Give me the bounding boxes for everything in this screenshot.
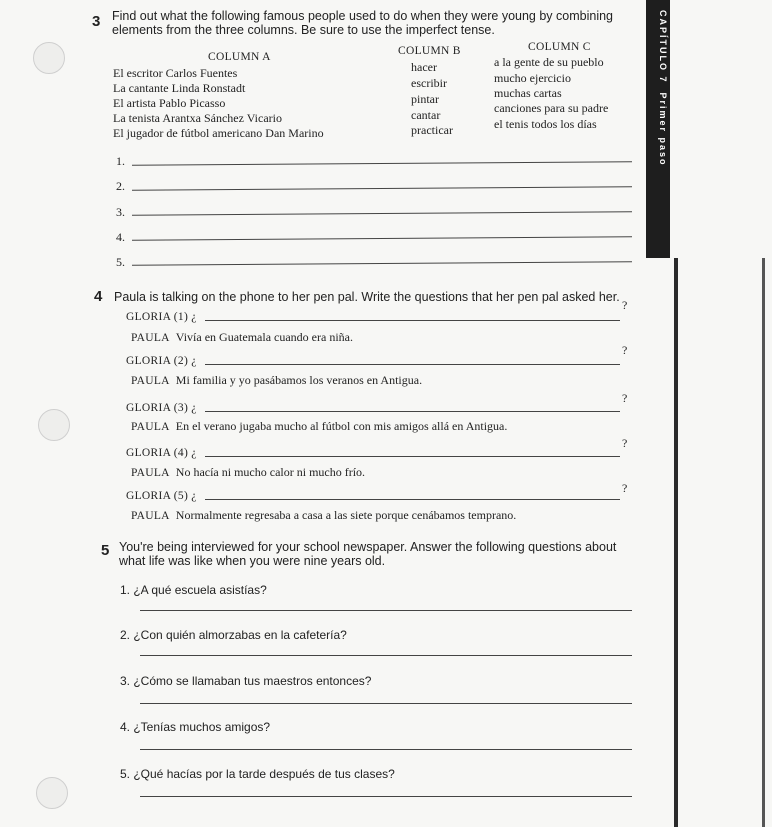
page-edge-shadow [674, 258, 678, 827]
paula-label: PAULA [131, 421, 170, 433]
dialogue-paula [131, 373, 422, 388]
paula-answer: Normalmente regresaba a casa a las siete porque cenábamos temprano. [175, 508, 517, 522]
interview-question: 3. ¿Cómo se llamaban tus maestros entonces? [120, 674, 372, 688]
interview-question: 1. ¿A qué escuela asistías? [120, 583, 267, 597]
paula-answer: Vivía en Guatemala cuando era niña. [175, 330, 353, 344]
interview-question: 2. ¿Con quién almorzabas en la cafetería? [120, 628, 347, 642]
answer-line[interactable] [140, 655, 632, 656]
question-line[interactable] [205, 320, 620, 321]
dialogue-gloria: GLORIA (2) ¿ [126, 355, 197, 367]
paula-label: PAULA [131, 467, 170, 479]
page-edge-shadow [762, 258, 765, 827]
column-c-item: canciones para su padre [494, 101, 609, 115]
answer-line[interactable] [140, 796, 632, 797]
paula-answer: Mi familia y yo pasábamos los veranos en Antigua. [175, 373, 423, 387]
side-tab-section: Primer paso [658, 92, 668, 167]
answer-line[interactable] [140, 703, 632, 704]
binder-hole-top [33, 42, 65, 74]
exercise-3-instruction [112, 9, 632, 37]
answer-line[interactable] [140, 610, 632, 611]
answer-number: 1. [116, 154, 125, 168]
answer-line[interactable] [132, 186, 632, 190]
interview-question: 5. ¿Qué hacías por la tarde después de tus clases? [120, 767, 395, 781]
column-c-item: muchas cartas [494, 86, 562, 100]
column-a-item: El escritor Carlos Fuentes [113, 66, 238, 80]
exercise-5-instruction [119, 540, 616, 568]
column-a-header: COLUMN A [208, 51, 271, 63]
side-tab-chapter: CAPÍTULO 7 [658, 10, 668, 84]
column-a-item: El artista Pablo Picasso [113, 96, 226, 110]
answer-number: 5. [116, 255, 125, 269]
question-mark: ? [622, 391, 628, 405]
exercise-5-instruction-line-2: what life was like when you were nine years old. [119, 554, 386, 568]
question-line[interactable] [205, 499, 620, 500]
question-line[interactable] [205, 364, 620, 365]
question-mark: ? [622, 436, 628, 450]
column-c-item: el tenis todos los días [494, 117, 597, 131]
column-b-item: pintar [411, 92, 439, 106]
column-b-item: hacer [411, 60, 437, 74]
question-mark: ? [622, 298, 628, 312]
question-line[interactable] [205, 456, 620, 457]
column-b-item: practicar [411, 123, 453, 137]
column-a-item: La cantante Linda Ronstadt [113, 81, 246, 95]
answer-number: 4. [116, 230, 125, 244]
column-b-item: escribir [411, 76, 447, 90]
exercise-4-number: 4 [94, 288, 103, 305]
paula-label: PAULA [131, 375, 170, 387]
answer-line[interactable] [132, 261, 632, 265]
answer-number: 2. [116, 179, 125, 193]
question-mark: ? [622, 481, 628, 495]
paula-answer: En el verano jugaba mucho al fútbol con mis amigos allá en Antigua. [175, 419, 508, 433]
binder-hole-bottom [36, 777, 68, 809]
answer-line[interactable] [132, 236, 632, 240]
binder-hole-middle [38, 409, 70, 441]
column-c-item: a la gente de su pueblo [494, 55, 604, 69]
column-c-item: mucho ejercicio [494, 71, 571, 85]
exercise-3-instruction-line-2: elements from the three columns. Be sure to use the imperfect tense. [112, 23, 495, 37]
column-b-item: cantar [411, 108, 441, 122]
paula-answer: No hacía ni mucho calor ni mucho frío. [175, 465, 366, 479]
answer-number: 3. [116, 205, 125, 219]
column-a-item: El jugador de fútbol americano Dan Marino [113, 126, 324, 140]
question-mark: ? [622, 343, 628, 357]
dialogue-gloria: GLORIA (3) ¿ [126, 402, 197, 414]
exercise-4-instruction: Paula is talking on the phone to her pen pal. Write the questions that her pen pal asked her. [114, 290, 620, 304]
exercise-5-number: 5 [101, 542, 110, 559]
dialogue-gloria: GLORIA (4) ¿ [126, 447, 197, 459]
interview-question: 4. ¿Tenías muchos amigos? [120, 720, 271, 734]
dialogue-paula [131, 330, 353, 345]
chapter-side-tab [646, 0, 670, 258]
answer-line[interactable] [132, 161, 632, 165]
dialogue-paula [131, 508, 516, 523]
column-a-item: La tenista Arantxa Sánchez Vicario [113, 111, 282, 125]
exercise-3-number: 3 [92, 13, 101, 30]
exercise-3-instruction-line-1: Find out what the following famous people used to do when they were young by combining [112, 9, 614, 23]
question-line[interactable] [205, 411, 620, 412]
answer-line[interactable] [132, 211, 632, 215]
dialogue-gloria: GLORIA (1) ¿ [126, 311, 197, 323]
exercise-5-instruction-line-1: You're being interviewed for your school newspaper. Answer the following questions about [119, 540, 617, 554]
dialogue-gloria: GLORIA (5) ¿ [126, 490, 197, 502]
dialogue-paula [131, 419, 507, 434]
column-c-header: COLUMN C [528, 41, 591, 53]
answer-line[interactable] [140, 749, 632, 750]
dialogue-paula [131, 465, 365, 480]
side-tab-label [648, 10, 668, 167]
paula-label: PAULA [131, 332, 170, 344]
paula-label: PAULA [131, 510, 170, 522]
column-b-header: COLUMN B [398, 45, 461, 57]
